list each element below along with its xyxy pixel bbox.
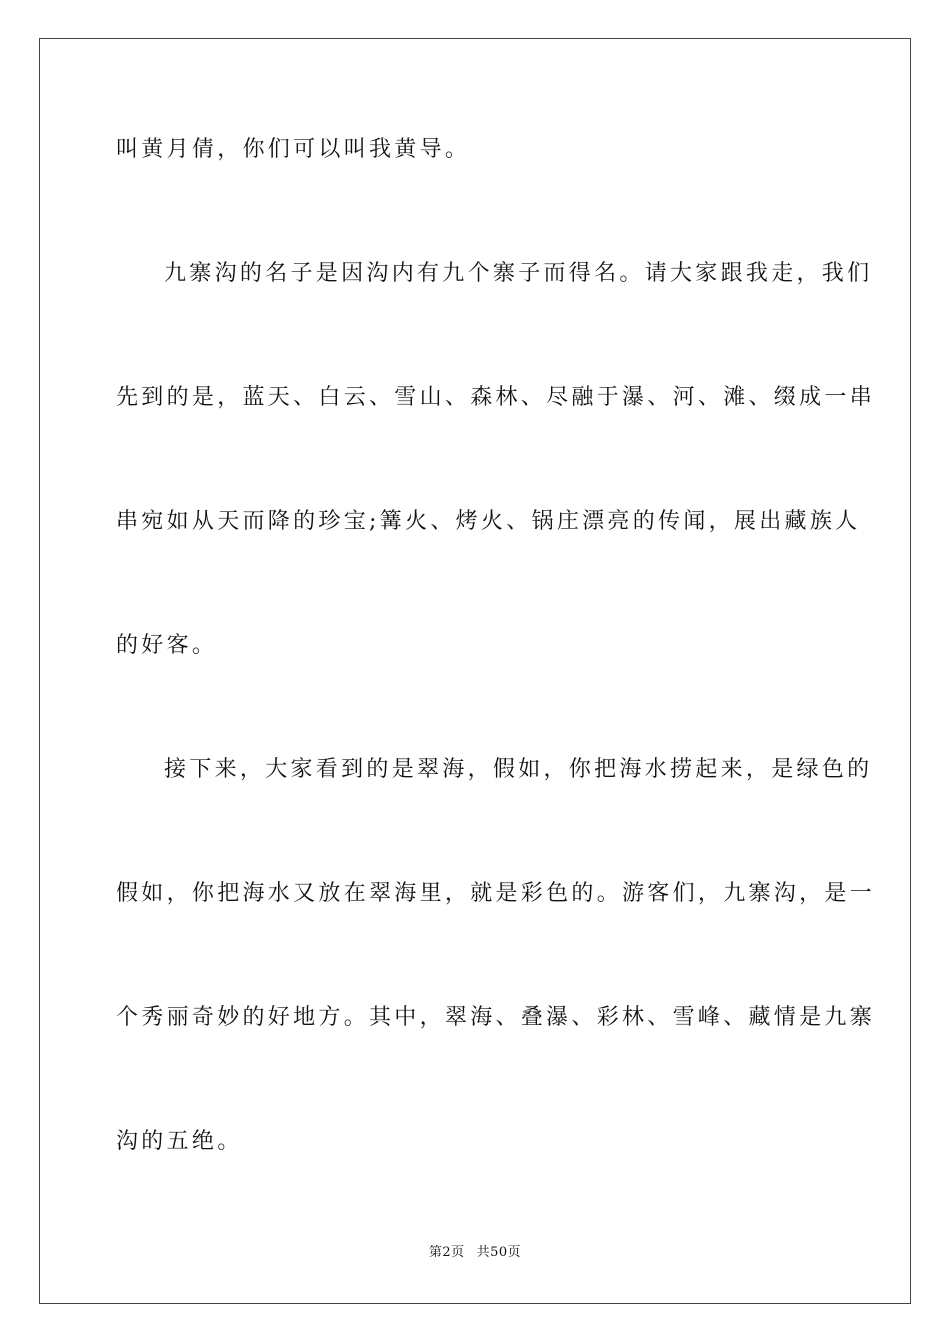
- page-number: 第2页: [428, 1245, 465, 1260]
- page-footer: [0, 1244, 950, 1262]
- page-border: [39, 38, 911, 1304]
- text-line: 假如，你把海水又放在翠海里，就是彩色的。游客们，九寨沟，是一: [116, 881, 876, 906]
- text-line: 的好客。: [116, 633, 218, 658]
- paragraph-first-line: 接下来，大家看到的是翠海，假如，你把海水捞起来，是绿色的: [164, 757, 873, 782]
- text-line: 个秀丽奇妙的好地方。其中，翠海、叠瀑、彩林、雪峰、藏情是九寨: [116, 1005, 876, 1030]
- text-line: 叫黄月倩，你们可以叫我黄导。: [116, 137, 471, 162]
- text-line: 串宛如从天而降的珍宝;篝火、烤火、锅庄漂亮的传闻，展出藏族人: [116, 509, 861, 534]
- text-line: 沟的五绝。: [116, 1129, 243, 1154]
- total-pages: 共50页: [476, 1245, 522, 1260]
- text-line: 先到的是，蓝天、白云、雪山、森林、尽融于瀑、河、滩、缀成一串: [116, 385, 876, 410]
- paragraph-first-line: 九寨沟的名子是因沟内有九个寨子而得名。请大家跟我走，我们: [164, 261, 873, 286]
